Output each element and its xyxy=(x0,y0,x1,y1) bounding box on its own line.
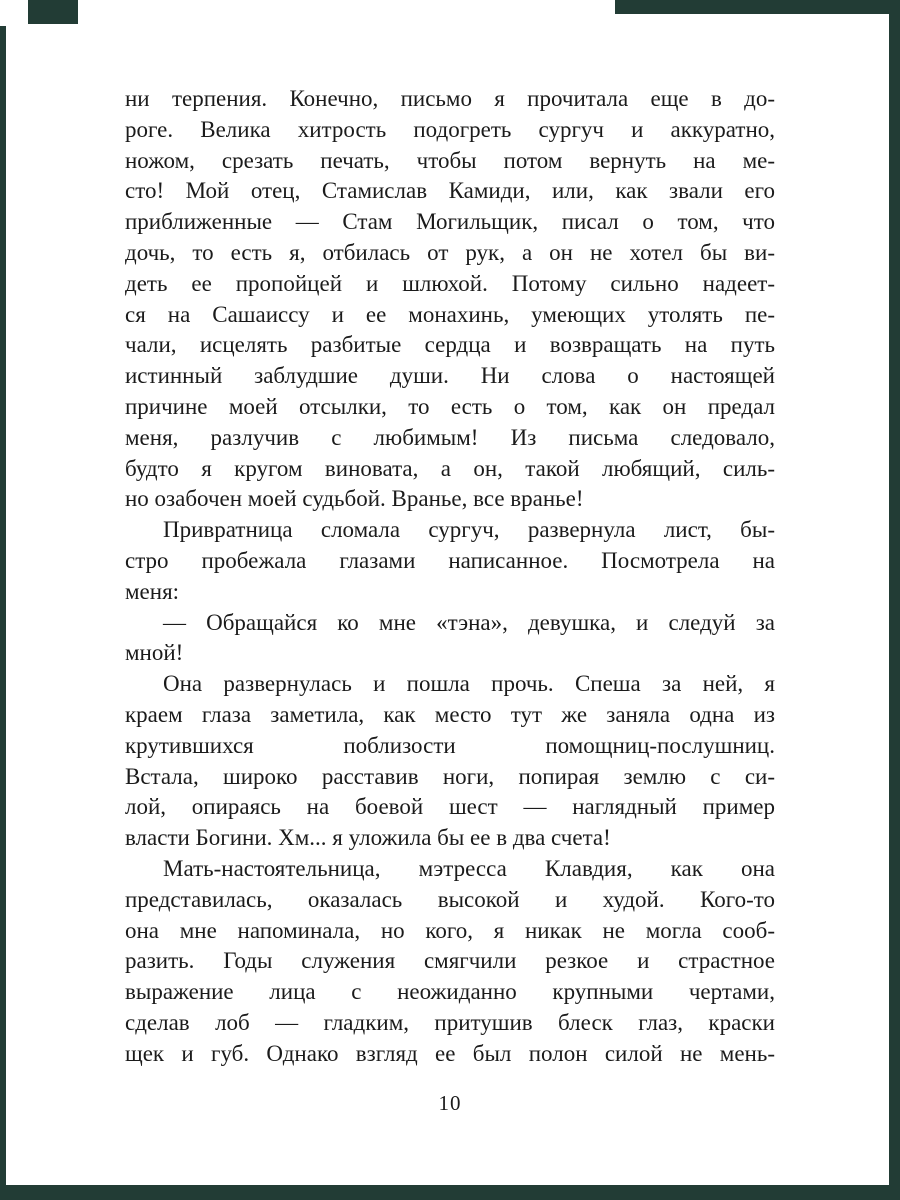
text-line: — Обращайся ко мне «тэна», девушка, и следуй за xyxy=(163,609,775,635)
text-line: деть ее пропойцей и шлюхой. Потому сильно надеет- xyxy=(125,270,775,296)
text-line: Встала, широко расставив ноги, попирая землю с си- xyxy=(125,763,775,789)
text-line: сто! Мой отец, Стамислав Камиди, или, как звали его xyxy=(125,178,775,204)
text-line: представилась, оказалась высокой и худой. Кого-то xyxy=(125,886,775,912)
text-line: ся на Сашаиссу и ее монахинь, умеющих утолять пе- xyxy=(125,301,775,327)
text-line: дочь, то есть я, отбилась от рук, а он не хотел бы ви- xyxy=(125,239,775,265)
scan-edge-top-left xyxy=(28,0,78,24)
text-line: роге. Велика хитрость подогреть сургуч и аккуратно, xyxy=(125,116,775,142)
text-line: Привратница сломала сургуч, развернула лист, бы- xyxy=(163,517,775,543)
text-line: Мать-настоятельница, мэтресса Клавдия, как она xyxy=(163,855,775,881)
scan-edge-bottom xyxy=(0,1185,900,1200)
text-line: приближенные — Стам Могильщик, писал о том, что xyxy=(125,209,775,235)
text-line: меня, разлучив с любимым! Из письма следовало, xyxy=(125,424,775,450)
scan-edge-right xyxy=(889,0,900,1200)
text-line: истинный заблудшие души. Ни слова о настоящей xyxy=(125,363,775,389)
text-line: разить. Годы служения смягчили резкое и страстное xyxy=(125,948,775,974)
text-line: власти Богини. Хм... я уложила бы ее в два счета! xyxy=(125,825,611,851)
page-text xyxy=(125,84,775,1070)
page-number: 10 xyxy=(438,1091,462,1115)
text-line: крутившихся поблизости помощниц-послушниц. xyxy=(125,732,775,758)
text-line: будто я кругом виновата, а он, такой любящий, силь- xyxy=(125,455,775,481)
text-line: щек и губ. Однако взгляд ее был полон силой не мень- xyxy=(125,1040,775,1066)
text-line: она мне напоминала, но кого, я никак не могла сооб- xyxy=(125,917,775,943)
text-line: Она развернулась и пошла прочь. Спеша за ней, я xyxy=(163,671,775,697)
text-line: сделав лоб — гладким, притушив блеск глаз, краски xyxy=(125,1009,775,1035)
scan-edge-top-right xyxy=(615,0,900,14)
text-line: мной! xyxy=(125,640,184,666)
scan-edge-left xyxy=(0,26,6,1200)
text-line: стро пробежала глазами написанное. Посмотрела на xyxy=(125,547,775,573)
text-line: ни терпения. Конечно, письмо я прочитала еще в до- xyxy=(125,86,775,111)
text-line: причине моей отсылки, то есть о том, как он предал xyxy=(125,393,775,419)
text-line: но озабочен моей судьбой. Вранье, все вранье! xyxy=(125,486,584,512)
text-line: лой, опираясь на боевой шест — наглядный пример xyxy=(125,794,775,820)
text-line: меня: xyxy=(125,578,180,604)
text-line: чали, исцелять разбитые сердца и возвращать на путь xyxy=(125,332,775,358)
text-line: выражение лица с неожиданно крупными чертами, xyxy=(125,979,775,1005)
text-line: ножом, срезать печать, чтобы потом вернуть на ме- xyxy=(125,147,775,173)
text-line: краем глаза заметила, как место тут же заняла одна из xyxy=(125,701,775,727)
